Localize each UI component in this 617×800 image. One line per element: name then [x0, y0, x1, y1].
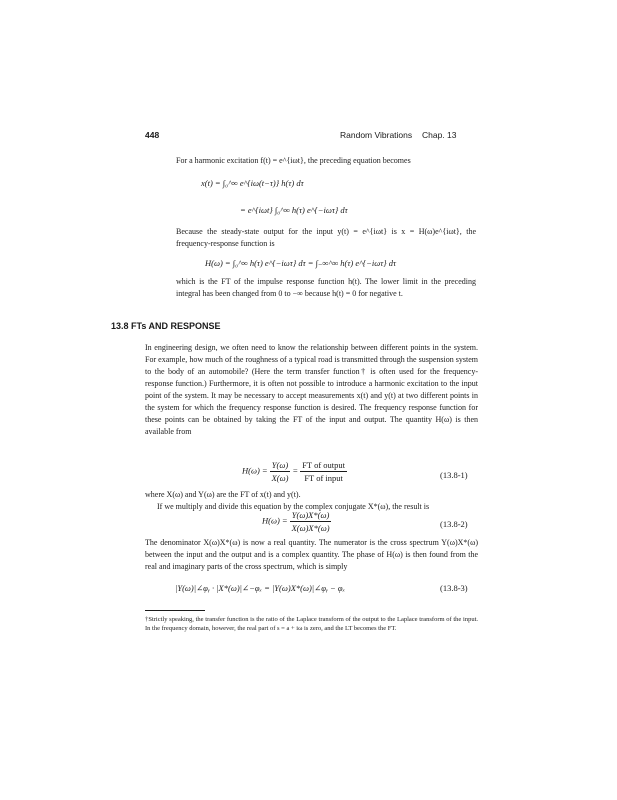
equation-x1: x(t) = ∫₀^∞ e^{iω(t−τ)} h(τ) dτ	[201, 178, 304, 188]
which-paragraph: which is the FT of the impulse response function h(t). The lower limit in the preceding integral has been changed from 0 to −∞ because h(t) = 0 for negative t.	[176, 277, 476, 298]
chapter-label: Chap. 13	[422, 130, 457, 140]
eq1-denominator-2: FT of input	[304, 473, 343, 483]
body-paragraph-1: In engineering design, we often need to know the relationship between different points in the system. For example, how much of the roughness of a typical road is transmitted through the suspension system to the body of an automobile? (Here the term transfer function† is often used for the frequency-response function.) Furthermore, it is often not possible to introduce a harmonic excitation to the input point of the system. It may be necessary to accept measurements x(t) and y(t) at two different points in the system for which the frequency response function is desired. The frequency response function for these points can be obtained by taking the FT of the input and output. The quantity H(ω) is then available from	[145, 343, 478, 436]
eq2-fraction	[290, 510, 332, 533]
equation-x2: = e^{iωt} ∫₀^∞ h(τ) e^{−iωτ} dτ	[240, 205, 348, 215]
eq1-fraction-2	[300, 460, 347, 483]
running-title: Random Vibrations	[340, 130, 413, 140]
body-paragraph-2: If we multiply and divide this equation by the complex conjugate X*(ω), the result is	[157, 502, 430, 511]
eq2-denominator: X(ω)X*(ω)	[291, 523, 330, 533]
equation-number-1: (13.8-1)	[440, 470, 468, 480]
eq1-numerator: Y(ω)	[271, 460, 289, 470]
page-number: 448	[145, 130, 160, 140]
footnote-rule	[145, 610, 205, 611]
intro-line: For a harmonic excitation f(t) = e^{iωt}, the preceding equation becomes	[176, 156, 411, 165]
eq1-denominator: X(ω)	[271, 473, 289, 483]
because-paragraph: Because the steady-state output for the input y(t) = e^{iωt} is x = H(ω)e^{iωt}, the frequency-response function is	[176, 227, 476, 248]
eq1-equals: =	[292, 465, 299, 476]
equation-13-8-2	[262, 510, 331, 533]
section-heading: 13.8 FTs AND RESPONSE	[111, 321, 221, 331]
equation-H: H(ω) = ∫₀^∞ h(τ) e^{−iωτ} dτ = ∫₋∞^∞ h(τ) e^{−iωτ} dτ	[205, 258, 397, 268]
equation-13-8-3: |Y(ω)|∠φᵧ · |X*(ω)|∠−φₓ = |Y(ω)X*(ω)|∠φᵧ − φₓ	[175, 583, 346, 593]
equation-number-3: (13.8-3)	[440, 583, 468, 593]
eq1-numerator-2: FT of output	[302, 460, 346, 470]
where-text: where X(ω) and Y(ω) are the FT of x(t) and y(t).	[145, 490, 301, 499]
eq2-numerator: Y(ω)X*(ω)	[291, 510, 330, 520]
eq1-lhs: H(ω) =	[242, 465, 268, 476]
equation-number-2: (13.8-2)	[440, 519, 468, 529]
eq2-lhs: H(ω) =	[262, 515, 288, 526]
footnote: †Strictly speaking, the transfer function is the ratio of the Laplace transform of the output to the Laplace transform of the input. In the frequency domain, however, the real part of s = a + iω is zero, and the LT becomes the FT.	[145, 616, 478, 632]
page-header	[145, 130, 475, 144]
eq1-fraction	[270, 460, 290, 483]
body-paragraph-3: The denominator X(ω)X*(ω) is now a real quantity. The numerator is the cross spectrum Y(ω)X*(ω) between the input and the output and is a complex quantity. The phase of H(ω) is then found from the real and imaginary parts of the cross spectrum, which is simply	[145, 538, 478, 571]
equation-13-8-1	[242, 460, 347, 483]
